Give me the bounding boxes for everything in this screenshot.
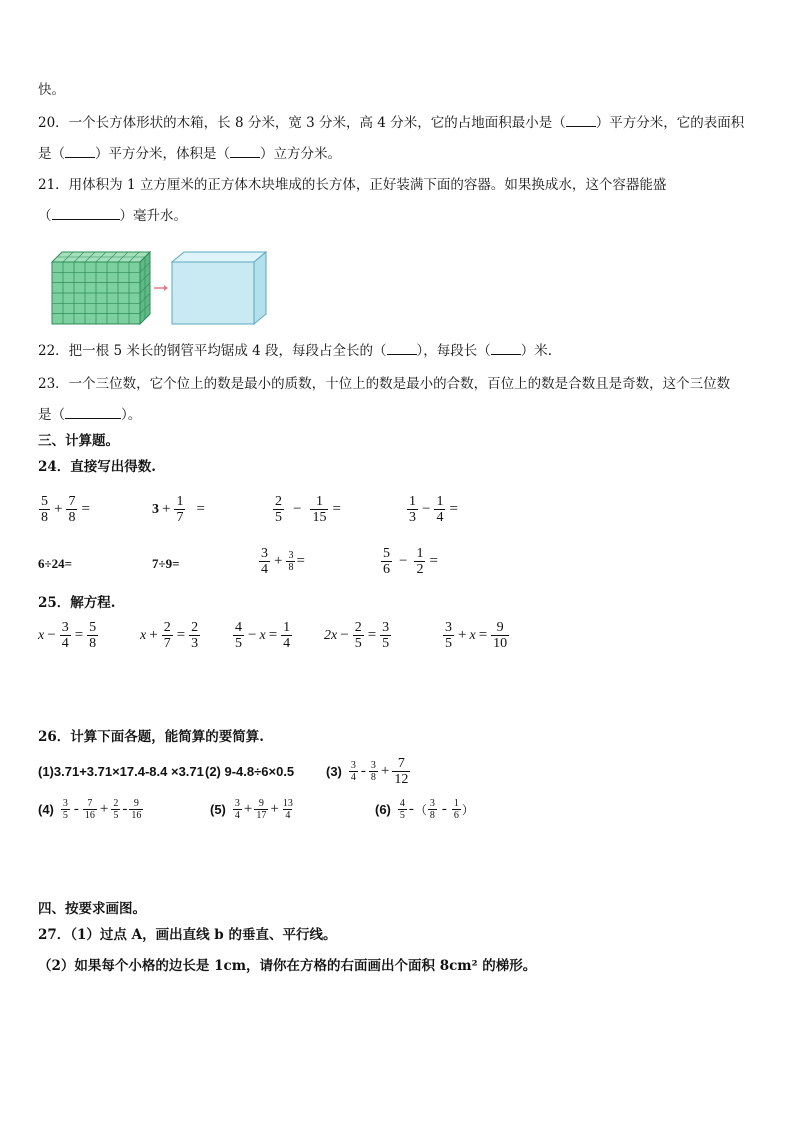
question-21-line2: （ ）毫升水。 — [38, 208, 187, 224]
q25-equation-5: $\frac{3}{5}$ + x = $\frac{9}{10}$ — [445, 620, 508, 651]
q26-problem-1: (1)3.71+3.71×17.4-8.4 ×3.71 — [38, 764, 204, 779]
question-21-line1: 21．用体积为 1 立方厘米的正方体木块堆成的长方体，正好装满下面的容器。如果换成水，这个容器能盛 — [38, 177, 667, 193]
q26-problem-5: (5) $\frac{3}{4}$ + $\frac{9}{17}$ + $\frac{13}{4}$ — [210, 798, 293, 821]
q24-expr-5: 6÷24= — [38, 556, 73, 571]
q25-equation-3: $\frac{4}{5}$ − x = $\frac{1}{4}$ — [235, 620, 291, 651]
q25-equation-2: x + $\frac{2}{7}$ = $\frac{2}{3}$ — [140, 620, 199, 651]
cube-stack-and-container-figure — [44, 248, 274, 328]
q26-problem-3: (3) $\frac{3}{4}$ - $\frac{3}{8}$ + $\frac{7}{12}$ — [326, 756, 409, 787]
answer-blank[interactable] — [65, 406, 121, 419]
question-20-line1: 20．一个长方体形状的木箱，长 8 分米，宽 3 分米，高 4 分米，它的占地面积最小是（ ）平方分米，它的表面积 — [38, 115, 745, 131]
q24-expr-3: $\frac{2}{5}$ − $\frac{1}{15}$ = — [275, 494, 341, 525]
question-24-title: 24．直接写出得数. — [38, 459, 156, 475]
q24-expr-4: $\frac{1}{3}$ − $\frac{1}{4}$ = — [409, 494, 458, 525]
q24-expr-6: 7÷9= — [152, 556, 180, 571]
question-25-title: 25．解方程. — [38, 595, 116, 611]
question-20-line2: 是（ ）平方分米，体积是（ ）立方分米。 — [38, 146, 341, 162]
q24-expr-2: 3 + $\frac{1}{7}$ = — [152, 494, 205, 525]
answer-blank[interactable] — [566, 114, 596, 127]
question-27-part2: （2）如果每个小格的边长是 1cm，请你在方格的右面画出个面积 8cm² 的梯形。 — [38, 958, 537, 974]
q25-equation-4: 2x − $\frac{2}{5}$ = $\frac{3}{5}$ — [324, 620, 390, 651]
q24-expr-7: $\frac{3}{4}$ + $\frac{3}{8}$ = — [261, 546, 305, 577]
question-23-line1: 23．一个三位数，它个位上的数是最小的质数，十位上的数是最小的合数，百位上的数是合数且是奇数，这个三位数 — [38, 376, 731, 392]
question-23-line2: 是（ ）。 — [38, 407, 142, 423]
q25-equation-1: x − $\frac{3}{4}$ = $\frac{5}{8}$ — [38, 620, 97, 651]
section-4-heading: 四、按要求画图。 — [38, 901, 146, 917]
q24-expr-1: $\frac{5}{8}$ + $\frac{7}{8}$ = — [41, 494, 90, 525]
question-27-part1: 27．（1）过点 A，画出直线 b 的垂直、平行线。 — [38, 927, 337, 943]
answer-blank[interactable] — [65, 145, 95, 158]
q26-problem-4: (4) $\frac{3}{5}$ - $\frac{7}{16}$ + $\frac{2}{5}$ - $\frac{9}{16}$ — [38, 798, 142, 821]
prev-question-tail: 快。 — [38, 82, 65, 98]
cube-stack — [52, 252, 150, 324]
question-22: 22．把一根 5 米长的钢管平均锯成 4 段，每段占全长的（ ），每段长（ ）米. — [38, 343, 553, 359]
q26-problem-6: (6) $\frac{4}{5}$ - （ $\frac{3}{8}$ - $\frac{1}{6}$ ） — [375, 798, 474, 821]
q24-expr-8: $\frac{5}{6}$ − $\frac{1}{2}$ = — [383, 546, 438, 577]
answer-blank[interactable] — [387, 342, 417, 355]
q26-problem-2: (2) 9-4.8÷6×0.5 — [205, 764, 295, 779]
answer-blank[interactable] — [230, 145, 260, 158]
section-3-heading: 三、计算题。 — [38, 433, 119, 449]
answer-blank[interactable] — [52, 207, 120, 220]
empty-container — [172, 252, 266, 324]
arrow-icon — [154, 285, 168, 291]
answer-blank[interactable] — [491, 342, 521, 355]
question-26-title: 26．计算下面各题，能简算的要简算. — [38, 729, 264, 745]
